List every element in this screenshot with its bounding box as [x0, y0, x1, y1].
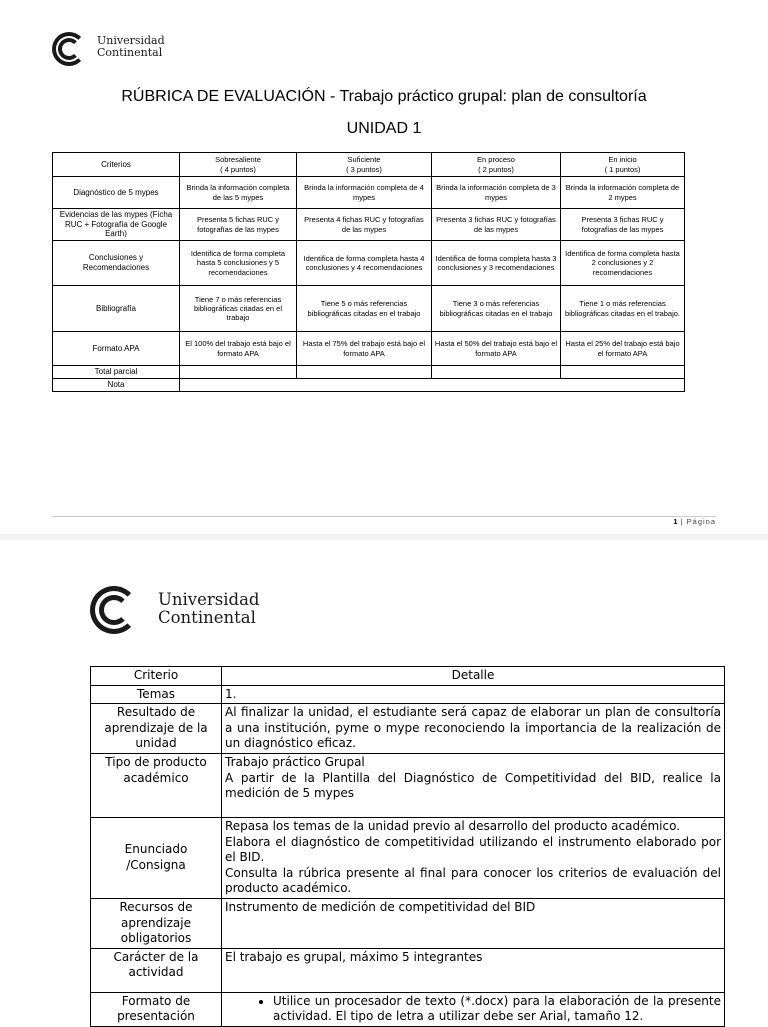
level-cell: Brinda la información completa de 2 mypes — [561, 177, 685, 209]
level-cell: Brinda la información completa de las 5 mypes — [180, 177, 297, 209]
header-en-proceso: En proceso ( 2 puntos) — [432, 153, 561, 177]
row-label: Tipo de producto académico — [91, 753, 222, 817]
row-detail: Al finalizar la unidad, el estudiante será capaz de elaborar un plan de consultoría a una institución, pyme o mype reconociendo la importancia de la realización de un diagnóstico eficaz. — [222, 704, 725, 754]
header-suficiente: Suficiente ( 3 puntos) — [297, 153, 432, 177]
rubric-table — [52, 152, 685, 392]
total-value-cell — [432, 366, 561, 379]
level-cell: Identifica de forma completa hasta 5 conclusiones y 5 recomendaciones — [180, 241, 297, 286]
level-cell: El 100% del trabajo está bajo el formato APA — [180, 332, 297, 366]
document-title: RÚBRICA DE EVALUACIÓN - Trabajo práctico grupal: plan de consultoría — [121, 88, 647, 105]
row-detail: Instrumento de medición de competitividad del BID — [222, 898, 725, 948]
university-logo — [52, 32, 165, 62]
rubric-row — [53, 209, 685, 241]
university-logo-icon — [90, 586, 146, 632]
row-label: Enunciado /Consigna — [91, 817, 222, 898]
level-cell: Hasta el 50% del trabajo está bajo el formato APA — [432, 332, 561, 366]
header-en-inicio: En inicio ( 1 puntos) — [561, 153, 685, 177]
rubric-row — [53, 177, 685, 209]
header-sobresaliente: Sobresaliente ( 4 puntos) — [180, 153, 297, 177]
level-cell: Brinda la información completa de 4 mypes — [297, 177, 432, 209]
brand-line2: Continental — [97, 46, 163, 59]
level-cell: Hasta el 75% del trabajo está bajo el formato APA — [297, 332, 432, 366]
level-cell: Hasta el 25% del trabajo está bajo el formato APA — [561, 332, 685, 366]
total-value-cell — [297, 366, 432, 379]
detail-row-tipo — [91, 753, 725, 817]
level-cell: Presenta 5 fichas RUC y fotografías de las mypes — [180, 209, 297, 241]
level-cell: Tiene 7 o más referencias bibliográficas citadas en el trabajo — [180, 286, 297, 332]
brand-line1: Universidad — [97, 33, 165, 47]
header-detalle: Detalle — [222, 667, 725, 686]
detail-header-row — [91, 667, 725, 686]
criterion-cell: Evidencias de las mypes (Ficha RUC + Fotografía de Google Earth) — [53, 209, 180, 241]
criterion-cell: Formato APA — [53, 332, 180, 366]
university-name — [97, 35, 165, 60]
total-value-cell — [180, 366, 297, 379]
row-label: Temas — [91, 685, 222, 704]
detail-row-formato — [91, 992, 725, 1026]
page-label: | Página — [680, 517, 716, 526]
detail-row-caracter — [91, 948, 725, 992]
university-name — [158, 591, 260, 628]
bullet-item: • Utilice un procesador de texto (*.docx) para la elaboración de la presente actividad. El tipo de letra a utilizar debe ser Arial, tamaño 12. — [273, 994, 721, 1025]
detail-row-enunciado — [91, 817, 725, 898]
row-detail: Repasa los temas de la unidad previo al desarrollo del producto académico. Elabora el diagnóstico de competitividad utilizando el instrumento elaborado por el BID. Consulta la rúbrica presente al final para conocer los criterios de evaluación del producto académico. — [222, 817, 725, 898]
activity-detail-table — [90, 666, 725, 1027]
university-logo — [90, 586, 260, 632]
nota-label: Nota — [53, 379, 180, 392]
level-cell: Tiene 5 o más referencias bibliográficas citadas en el trabajo — [297, 286, 432, 332]
rubric-header-row — [53, 153, 685, 177]
row-label: Formato de presentación — [91, 992, 222, 1026]
page-number: 1 — [673, 517, 678, 526]
unit-title: UNIDAD 1 — [346, 120, 422, 137]
row-detail: El trabajo es grupal, máximo 5 integrantes — [222, 948, 725, 992]
row-label: Recursos de aprendizaje obligatorios — [91, 898, 222, 948]
university-logo-icon — [52, 32, 88, 62]
row-label: Carácter de la actividad — [91, 948, 222, 992]
brand-line1: Universidad — [158, 589, 260, 609]
row-detail: Trabajo práctico Grupal A partir de la Plantilla del Diagnóstico de Competitividad del BID, realice la medición de 5 mypes — [222, 753, 725, 817]
criterion-cell: Conclusiones y Recomendaciones — [53, 241, 180, 286]
header-criterio: Criterio — [91, 667, 222, 686]
total-label: Total parcial — [53, 366, 180, 379]
level-cell: Presenta 4 fichas RUC y fotografías de las mypes — [297, 209, 432, 241]
criterion-cell: Bibliografía — [53, 286, 180, 332]
header-criterios: Criterios — [53, 153, 180, 177]
row-label: Resultado de aprendizaje de la unidad — [91, 704, 222, 754]
level-cell: Identifica de forma completa hasta 4 conclusiones y 4 recomendaciones — [297, 241, 432, 286]
level-cell: Identifica de forma completa hasta 3 conclusiones y 3 recomendaciones — [432, 241, 561, 286]
total-value-cell — [561, 366, 685, 379]
rubric-row — [53, 286, 685, 332]
rubric-row — [53, 332, 685, 366]
row-detail: 1. — [222, 685, 725, 704]
criterion-cell: Diagnóstico de 5 mypes — [53, 177, 180, 209]
rubric-row — [53, 241, 685, 286]
nota-value-cell — [180, 379, 685, 392]
level-cell: Presenta 3 fichas RUC y fotografías de las mypes — [561, 209, 685, 241]
nota-row — [53, 379, 685, 392]
detail-row-resultado — [91, 704, 725, 754]
detail-row-temas — [91, 685, 725, 704]
row-detail — [222, 992, 725, 1026]
detail-row-recursos — [91, 898, 725, 948]
level-cell: Brinda la información completa de 3 mypes — [432, 177, 561, 209]
level-cell: Identifica de forma completa hasta 2 conclusiones y 2 recomendaciones — [561, 241, 685, 286]
level-cell: Tiene 3 o más referencias bibliográficas citadas en el trabajo — [432, 286, 561, 332]
page-separator — [0, 534, 768, 540]
level-cell: Tiene 1 o más referencias bibliográficas citadas en el trabajo. — [561, 286, 685, 332]
brand-line2: Continental — [158, 608, 256, 627]
page-footer — [673, 517, 716, 526]
total-row — [53, 366, 685, 379]
level-cell: Presenta 3 fichas RUC y fotografías de las mypes — [432, 209, 561, 241]
footer-divider — [52, 516, 716, 517]
